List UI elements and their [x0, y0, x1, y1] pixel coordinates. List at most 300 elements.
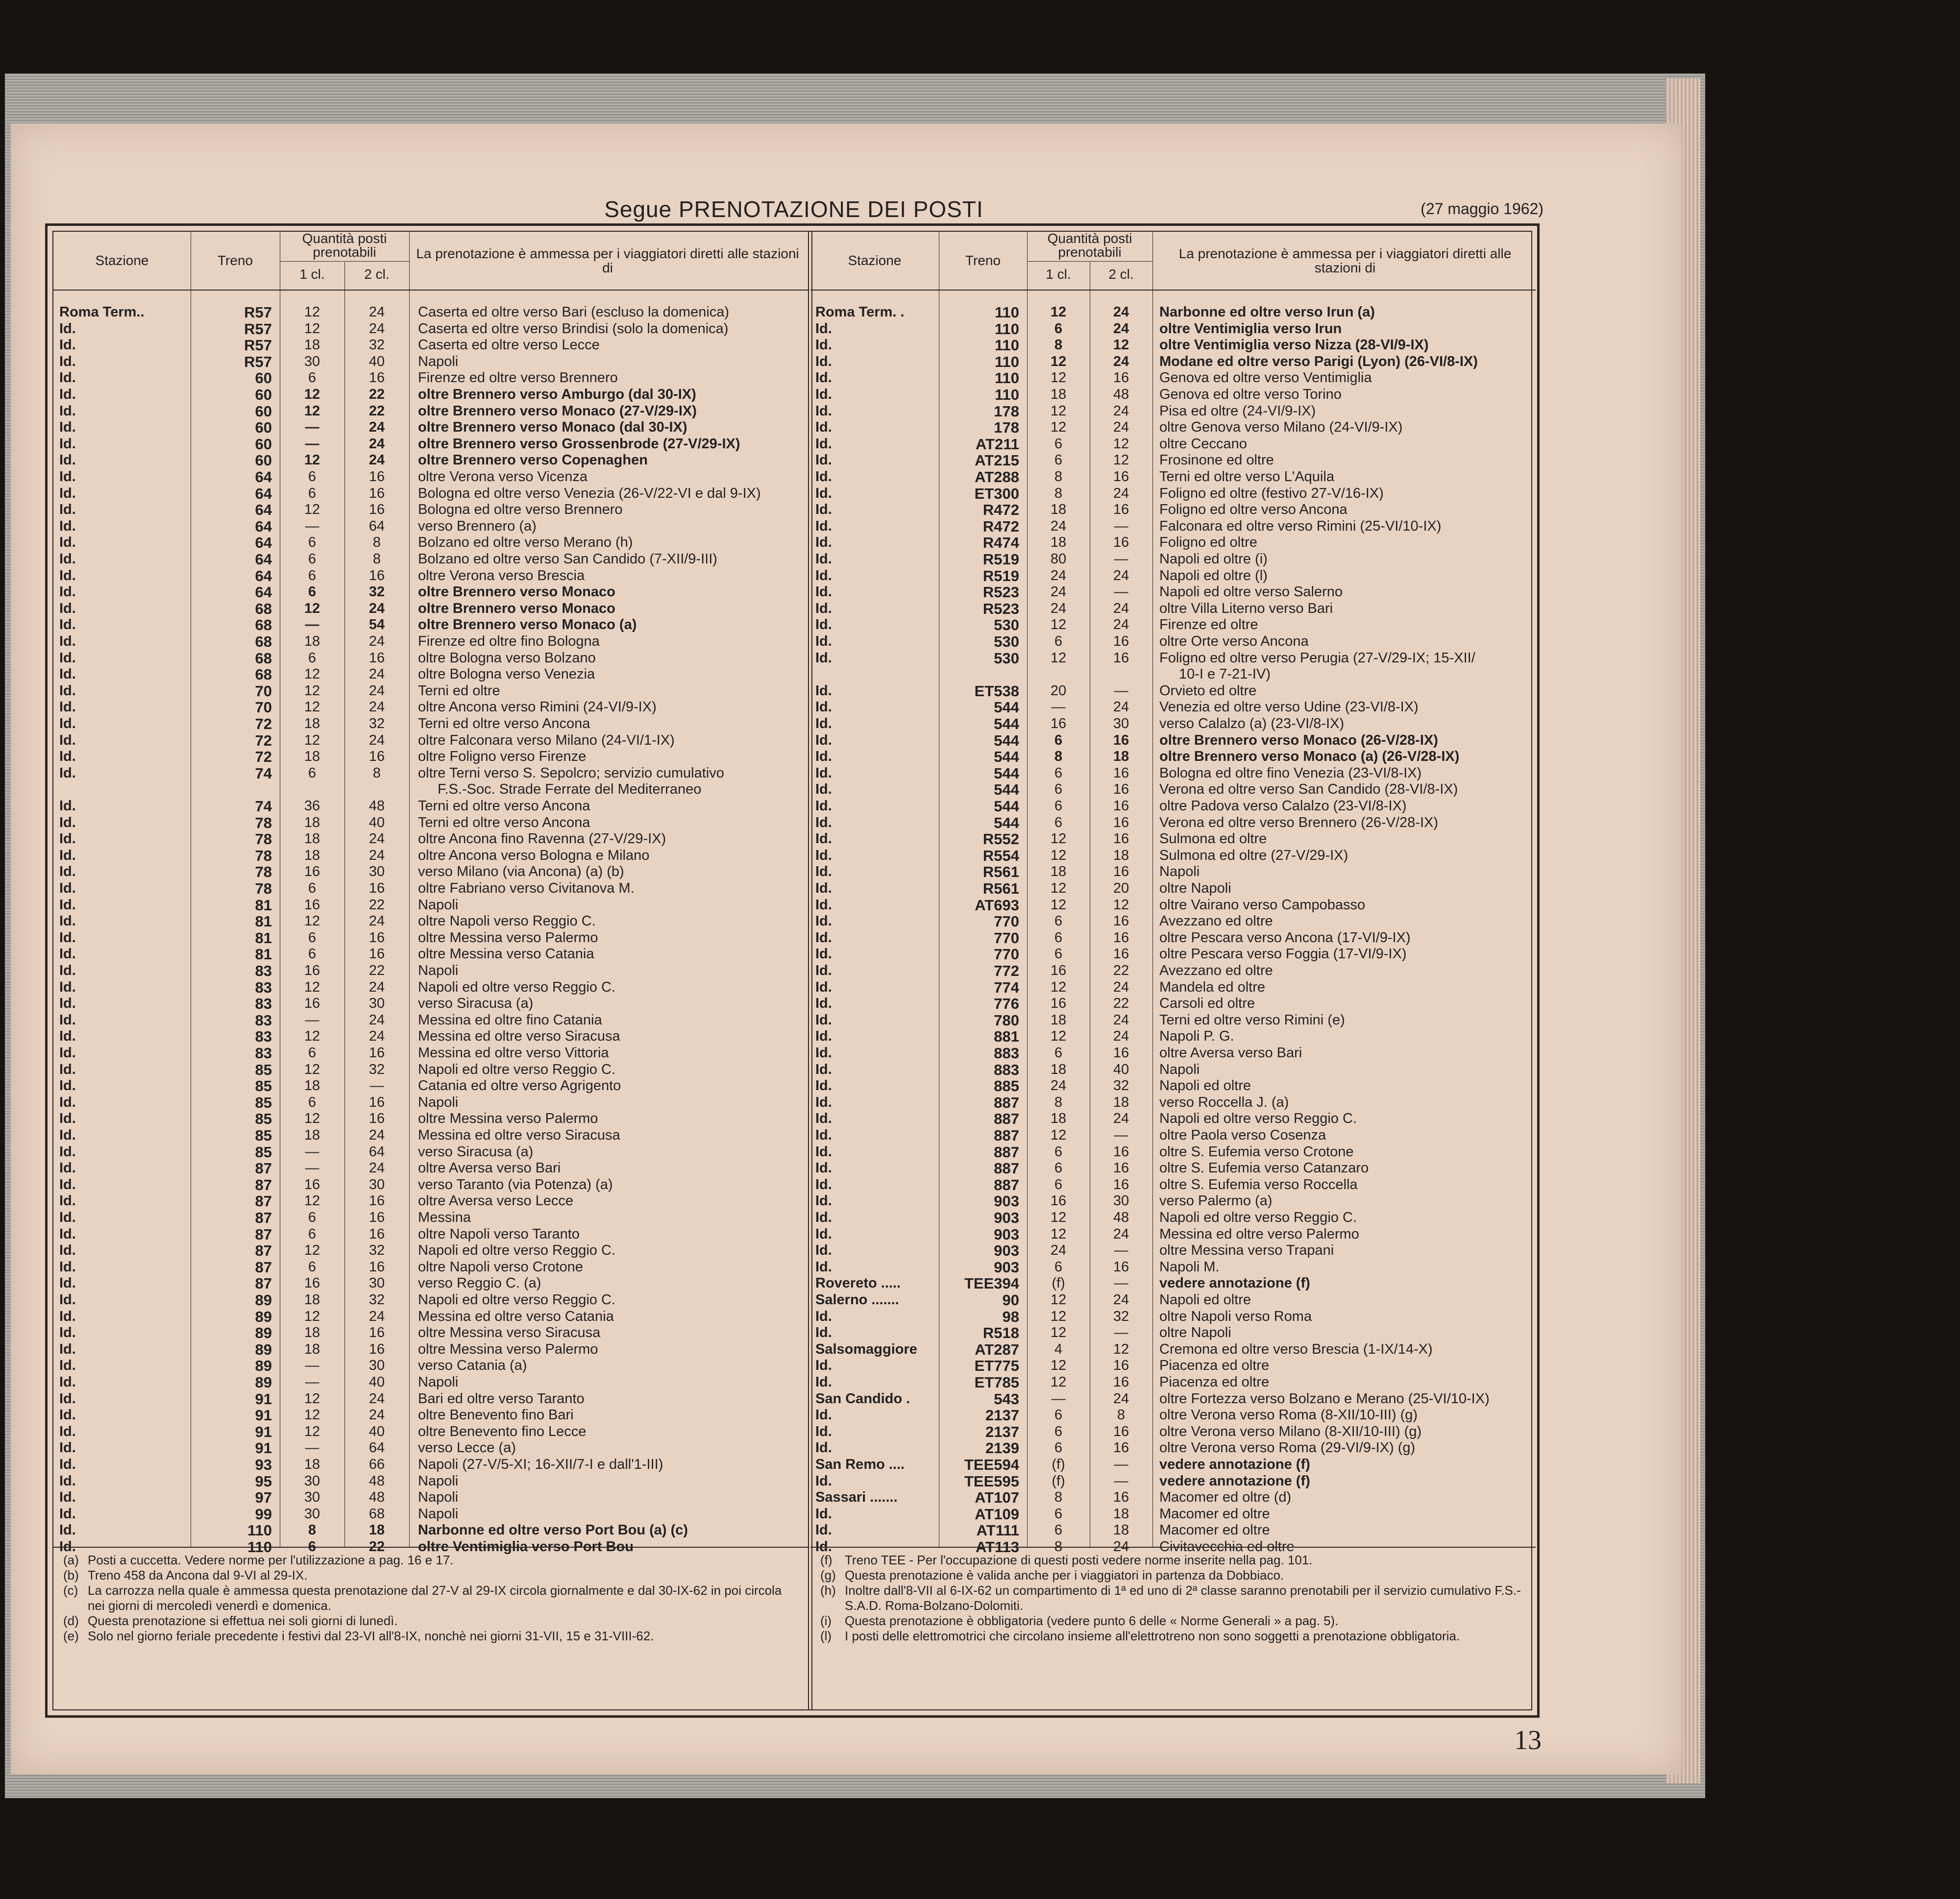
class2-cell: — — [1114, 1457, 1128, 1472]
destination-cell: verso Reggio C. (a) — [418, 1275, 541, 1291]
destination-cell: oltre Napoli — [1159, 1325, 1231, 1341]
class1-cell: 18 — [304, 847, 320, 863]
table-row — [810, 321, 1536, 338]
class1-cell: 12 — [1050, 617, 1067, 633]
station-cell: Id. — [815, 864, 832, 880]
footnote-text: Solo nel giorno feriale precedente i festivi dal 23-VI all'8-IX, nonchè nei giorni 31-VII, 15 e 31-VIII-62. — [88, 1629, 654, 1643]
destination-cell: oltre Paola verso Cosenza — [1159, 1127, 1326, 1143]
table-row — [810, 946, 1536, 963]
table-row — [810, 880, 1536, 897]
table-row — [53, 387, 808, 403]
table-row — [810, 1160, 1536, 1177]
destination-cell: Napoli M. — [1159, 1259, 1220, 1275]
station-cell: Id. — [59, 320, 76, 337]
class2-cell: 22 — [368, 387, 385, 402]
destination-cell: Carsoli ed oltre — [1159, 996, 1255, 1012]
class1-cell: 12 — [1050, 1292, 1067, 1308]
class1-cell: — — [305, 1358, 319, 1374]
class2-cell: 24 — [1113, 485, 1129, 501]
destination-cell: Napoli ed oltre (i) — [1159, 551, 1268, 567]
table-row — [53, 913, 808, 930]
station-cell: Id. — [815, 1308, 832, 1324]
table-row — [53, 1242, 808, 1259]
destination-cell: Terni ed oltre verso Ancona — [418, 798, 590, 814]
train-cell: R57 — [244, 353, 272, 370]
train-cell: 81 — [255, 913, 272, 930]
station-cell: Id. — [59, 1341, 76, 1357]
class2-cell: 24 — [1113, 320, 1129, 337]
class2-cell: 24 — [368, 699, 385, 715]
table-left-half — [53, 232, 808, 1709]
class2-cell: 30 — [1113, 1193, 1129, 1209]
train-cell: 110 — [994, 320, 1019, 338]
class1-cell: 6 — [1054, 452, 1063, 468]
station-cell: Id. — [815, 1539, 832, 1555]
station-cell: Id. — [815, 1127, 832, 1143]
table-row — [53, 815, 808, 831]
train-cell: ET538 — [974, 682, 1019, 700]
destination-cell: Bologna ed oltre fino Venezia (23-VI/8-IX) — [1159, 765, 1422, 781]
class1-cell: 16 — [304, 897, 320, 913]
station-cell: Id. — [59, 535, 76, 551]
train-cell: AT113 — [975, 1538, 1019, 1556]
table-row — [810, 1045, 1536, 1062]
table-row — [53, 1341, 808, 1358]
class2-cell: 22 — [368, 897, 385, 913]
train-cell: 72 — [255, 731, 272, 749]
train-cell: 903 — [994, 1258, 1019, 1276]
destination-cell: oltre Ventimiglia verso Port Bou — [418, 1539, 634, 1555]
train-cell: 776 — [994, 995, 1019, 1013]
destination-cell: vedere annotazione (f) — [1159, 1275, 1310, 1291]
train-cell: 89 — [255, 1374, 272, 1391]
train-cell: 83 — [255, 978, 272, 996]
class2-cell: 16 — [1113, 946, 1129, 962]
class1-cell: 6 — [308, 946, 317, 962]
table-row — [810, 1193, 1536, 1210]
class2-cell: 12 — [1113, 436, 1129, 452]
destination-cell: oltre Foligno verso Firenze — [418, 749, 587, 765]
footnote-text: Inoltre dall'8-VII al 6-IX-62 un compartimento di 1ª ed uno di 2ª classe saranno prenotabili per il servizio cumulativo F.S.-S.A.D. Roma-Bolzano-Dolomiti. — [845, 1583, 1521, 1613]
train-cell: 89 — [255, 1357, 272, 1375]
class2-cell: — — [369, 1078, 384, 1094]
station-cell: Rovereto ..... — [815, 1275, 901, 1291]
destination-cell: Catania ed oltre verso Agrigento — [418, 1078, 621, 1094]
class2-cell: 16 — [1113, 814, 1129, 830]
table-row — [53, 946, 808, 963]
class2-cell: 64 — [368, 1440, 385, 1456]
destination-cell: oltre Ancona fino Ravenna (27-V/29-IX) — [418, 831, 666, 847]
train-cell: 91 — [255, 1423, 272, 1440]
class2-cell: 68 — [368, 1506, 385, 1522]
class1-cell: 6 — [1054, 1522, 1063, 1538]
destination-cell: Piacenza ed oltre — [1159, 1358, 1270, 1374]
class2-cell: 20 — [1113, 880, 1129, 896]
class1-cell: 18 — [304, 1325, 320, 1341]
class1-cell: 6 — [1054, 913, 1063, 929]
destination-cell: Napoli ed oltre verso Reggio C. — [418, 1061, 615, 1077]
destination-cell: oltre Brennero verso Monaco (27-V/29-IX) — [418, 403, 697, 419]
class2-cell: 16 — [1113, 765, 1129, 781]
train-cell: TEE594 — [964, 1456, 1019, 1473]
class2-cell: 16 — [1113, 732, 1129, 748]
station-cell: Id. — [59, 650, 76, 666]
table-row — [810, 1374, 1536, 1391]
destination-cell: oltre Benevento fino Lecce — [418, 1423, 587, 1439]
train-cell: 68 — [255, 616, 272, 634]
class2-cell: 22 — [1113, 996, 1129, 1012]
class2-cell: 18 — [1113, 1506, 1129, 1522]
train-cell: 544 — [994, 798, 1019, 815]
train-cell: 110 — [994, 353, 1019, 370]
station-cell: Id. — [59, 1539, 76, 1555]
class1-cell: 12 — [1050, 1028, 1067, 1045]
class1-cell: 4 — [1054, 1341, 1063, 1357]
class2-cell: 24 — [368, 682, 385, 699]
footnote — [63, 1629, 798, 1644]
table-right-half — [810, 232, 1536, 1709]
class1-cell: 12 — [1050, 1226, 1067, 1242]
train-cell: 85 — [255, 1143, 272, 1161]
station-cell: Id. — [59, 1325, 76, 1341]
table-row — [53, 1210, 808, 1226]
class2-cell: — — [1114, 1127, 1128, 1143]
train-cell: 74 — [255, 798, 272, 815]
table-row — [810, 633, 1536, 650]
station-cell: Id. — [815, 1012, 832, 1028]
destination-cell: Napoli ed oltre verso Reggio C. — [418, 1292, 615, 1308]
destination-cell: Napoli (27-V/5-XI; 16-XII/7-I e dall'1-III) — [418, 1457, 663, 1472]
class1-cell: 6 — [308, 880, 317, 896]
class2-cell: 48 — [368, 798, 385, 814]
train-cell: 64 — [255, 485, 272, 502]
table-row — [53, 354, 808, 370]
class1-cell: 18 — [1050, 864, 1067, 880]
destination-cell: oltre S. Eufemia verso Crotone — [1159, 1144, 1354, 1160]
destination-cell: oltre S. Eufemia verso Catanzaro — [1159, 1160, 1369, 1176]
train-cell: 530 — [994, 649, 1019, 667]
class2-cell: 16 — [368, 567, 385, 584]
destination-cell: oltre S. Eufemia verso Roccella — [1159, 1176, 1358, 1193]
class1-cell: 6 — [1054, 633, 1063, 649]
destination-cell: oltre Verona verso Roma (8-XII/10-III) (g) — [1159, 1407, 1418, 1423]
destination-cell: Napoli ed oltre verso Reggio C. — [1159, 1111, 1357, 1127]
class2-cell: 24 — [1113, 567, 1129, 584]
class2-cell: 24 — [1113, 1028, 1129, 1045]
station-cell: Id. — [815, 1193, 832, 1209]
destination-cell: Napoli — [418, 1473, 459, 1489]
station-cell: Id. — [59, 1111, 76, 1127]
train-cell: 2137 — [985, 1423, 1019, 1440]
destination-cell: Caserta ed oltre verso Bari (escluso la domenica) — [418, 304, 730, 320]
class2-cell: 24 — [368, 1012, 385, 1028]
table-row — [810, 831, 1536, 848]
train-cell: 78 — [255, 830, 272, 848]
class2-cell: 16 — [368, 1325, 385, 1341]
table-row — [53, 403, 808, 420]
station-cell: Id. — [59, 1374, 76, 1390]
destination-cell: oltre Falconara verso Milano (24-VI/1-IX) — [418, 732, 675, 748]
class1-cell: 6 — [308, 567, 317, 584]
table-row — [810, 1424, 1536, 1440]
class1-cell: 12 — [304, 1423, 320, 1439]
destination-cell: Caserta ed oltre verso Brindisi (solo la domenica) — [418, 320, 729, 337]
train-cell: 60 — [255, 386, 272, 403]
class2-cell: 16 — [1113, 929, 1129, 946]
class1-cell: 12 — [1050, 1358, 1067, 1374]
class1-cell: — — [1051, 1390, 1066, 1407]
station-cell: Id. — [59, 485, 76, 501]
destination-cell: oltre Messina verso Palermo — [418, 929, 598, 946]
class2-cell: 24 — [1113, 600, 1129, 616]
station-cell: Id. — [815, 1210, 832, 1225]
class1-cell: 6 — [308, 370, 317, 386]
class2-cell: 16 — [368, 1045, 385, 1061]
class1-cell: 6 — [1054, 1259, 1063, 1275]
destination-cell: Messina ed oltre verso Siracusa — [418, 1127, 620, 1143]
reservation-table-frame — [45, 223, 1540, 1718]
station-cell: Id. — [815, 1111, 832, 1127]
destination-cell: Venezia ed oltre verso Udine (23-VI/8-IX) — [1159, 699, 1419, 715]
station-cell: Id. — [815, 320, 832, 337]
class1-cell: 6 — [1054, 436, 1063, 452]
table-row — [53, 502, 808, 518]
train-cell: ET785 — [974, 1374, 1019, 1391]
train-cell: 72 — [255, 715, 272, 732]
table-row — [53, 1062, 808, 1078]
class1-cell: 6 — [308, 1045, 317, 1061]
footnote-text: Questa prenotazione è valida anche per i viaggiatori in partenza da Dobbiaco. — [845, 1568, 1284, 1582]
table-row — [810, 1111, 1536, 1127]
train-cell: 544 — [994, 699, 1019, 716]
train-cell: R561 — [982, 863, 1019, 881]
station-cell: Id. — [59, 1028, 76, 1045]
table-row — [810, 930, 1536, 947]
train-cell: 85 — [255, 1077, 272, 1095]
class2-cell: 16 — [1113, 502, 1129, 518]
header-train: Treno — [965, 253, 1001, 268]
class1-cell: (f) — [1052, 1473, 1065, 1489]
class2-cell: 24 — [368, 732, 385, 748]
class2-cell: 16 — [1113, 370, 1129, 386]
train-cell: 89 — [255, 1324, 272, 1342]
class1-cell: 18 — [304, 1457, 320, 1472]
destination-cell: Avezzano ed oltre — [1159, 913, 1273, 929]
station-cell: Id. — [59, 1489, 76, 1506]
station-cell: Id. — [59, 518, 76, 534]
train-cell: 95 — [255, 1472, 272, 1490]
class2-cell: 24 — [1113, 353, 1129, 369]
station-cell: Id. — [815, 1160, 832, 1176]
station-cell: Id. — [815, 403, 832, 419]
class1-cell: 6 — [308, 1226, 317, 1242]
class2-cell: 12 — [1113, 337, 1129, 353]
station-cell: Id. — [815, 650, 832, 666]
train-cell: R57 — [244, 337, 272, 354]
station-cell: Id. — [59, 929, 76, 946]
class1-cell: 8 — [1054, 1539, 1063, 1555]
train-cell: 64 — [255, 517, 272, 535]
table-row — [53, 535, 808, 551]
footnotes-right — [820, 1553, 1526, 1704]
class1-cell: 12 — [304, 913, 320, 929]
header-class1: 1 cl. — [299, 267, 325, 282]
station-cell: Id. — [815, 600, 832, 616]
table-row — [810, 617, 1536, 633]
destination-cell: oltre Brennero verso Monaco — [418, 584, 615, 600]
class1-cell: 12 — [1050, 1308, 1067, 1324]
station-cell: Id. — [815, 1407, 832, 1423]
destination-cell: Messina ed oltre verso Catania — [418, 1308, 614, 1324]
class2-cell: 24 — [368, 1308, 385, 1324]
class1-cell: 8 — [1054, 485, 1063, 501]
train-cell: 97 — [255, 1489, 272, 1507]
class1-cell: 6 — [1054, 1160, 1063, 1176]
table-row — [810, 1391, 1536, 1408]
destination-cell: verso Siracusa (a) — [418, 1144, 534, 1160]
train-cell: 887 — [994, 1094, 1019, 1111]
table-row — [53, 1111, 808, 1127]
class2-cell: 22 — [368, 963, 385, 978]
station-cell: Id. — [815, 1358, 832, 1374]
table-row — [810, 765, 1536, 782]
train-cell: 85 — [255, 1061, 272, 1078]
table-row — [810, 387, 1536, 403]
destination-cell: oltre Fabriano verso Civitanova M. — [418, 880, 635, 896]
table-row — [53, 1028, 808, 1045]
train-cell: R57 — [244, 304, 272, 321]
train-cell: ET300 — [974, 485, 1019, 502]
class2-cell: 30 — [368, 1358, 385, 1374]
class2-cell: 64 — [368, 1144, 385, 1160]
class1-cell: 8 — [1054, 1094, 1063, 1110]
class1-cell: 6 — [1054, 1176, 1063, 1193]
class1-cell: 12 — [304, 1390, 320, 1407]
class1-cell: 18 — [1050, 1012, 1067, 1028]
class1-cell: (f) — [1052, 1457, 1065, 1472]
table-row — [810, 1325, 1536, 1341]
destination-cell: Foligno ed oltre (festivo 27-V/16-IX) — [1159, 485, 1384, 501]
table-row — [810, 1078, 1536, 1095]
class1-cell: 18 — [304, 337, 320, 353]
class2-cell: 24 — [368, 436, 385, 452]
train-cell: AT111 — [976, 1522, 1019, 1539]
station-cell: Id. — [59, 1275, 76, 1291]
train-cell: 530 — [994, 633, 1019, 650]
station-cell: Id. — [59, 666, 76, 682]
table-row — [810, 897, 1536, 914]
footnote-key: (d) — [63, 1613, 79, 1628]
train-cell: R552 — [982, 830, 1019, 848]
class1-cell: 12 — [304, 304, 320, 320]
station-cell: Id. — [815, 387, 832, 402]
table-row — [810, 913, 1536, 930]
class2-cell: 16 — [368, 946, 385, 962]
class2-cell: 24 — [1113, 304, 1129, 320]
class2-cell: 16 — [1113, 1489, 1129, 1506]
class1-cell: 16 — [1050, 996, 1067, 1012]
table-row — [810, 781, 1536, 798]
class2-cell: 16 — [1113, 633, 1129, 649]
table-row — [53, 1489, 808, 1506]
table-row — [810, 1210, 1536, 1226]
station-cell: Id. — [59, 1210, 76, 1225]
station-cell: San Candido . — [815, 1390, 910, 1407]
station-cell: Id. — [815, 436, 832, 452]
train-cell: AT107 — [975, 1489, 1019, 1507]
train-cell: 91 — [255, 1390, 272, 1408]
destination-cell: Foligno ed oltre — [1159, 535, 1257, 551]
class1-cell: 6 — [308, 650, 317, 666]
class1-cell: 6 — [1054, 1506, 1063, 1522]
station-cell: Id. — [59, 699, 76, 715]
station-cell: Id. — [815, 1506, 832, 1522]
class2-cell: 40 — [368, 1423, 385, 1439]
class2-cell: 16 — [1113, 1176, 1129, 1193]
class1-cell: 6 — [1054, 798, 1063, 814]
destination-cell: Napoli ed oltre verso Reggio C. — [1159, 1210, 1357, 1225]
train-cell: 81 — [255, 929, 272, 947]
class1-cell: — — [305, 617, 319, 633]
class2-cell: 32 — [368, 1242, 385, 1259]
table-row — [810, 716, 1536, 732]
destination-cell: Macomer ed oltre (d) — [1159, 1489, 1292, 1506]
train-cell: 110 — [994, 337, 1019, 354]
class1-cell: 30 — [304, 1506, 320, 1522]
destination-cell: oltre Brennero verso Monaco — [418, 600, 615, 616]
station-cell: Id. — [59, 1473, 76, 1489]
class2-cell: 48 — [368, 1473, 385, 1489]
station-cell: Id. — [59, 1127, 76, 1143]
train-cell: 780 — [994, 1011, 1019, 1029]
destination-cell: oltre Verona verso Brescia — [418, 567, 585, 584]
train-cell: 543 — [994, 1390, 1019, 1408]
class2-cell: 24 — [1113, 699, 1129, 715]
table-row — [810, 650, 1536, 667]
destination-cell: oltre Brennero verso Monaco (a) (26-V/28-IX) — [1159, 749, 1460, 765]
table-row — [53, 1259, 808, 1276]
station-cell: Id. — [59, 436, 76, 452]
class2-cell: 24 — [1113, 979, 1129, 995]
station-cell: Id. — [59, 1292, 76, 1308]
train-cell: 91 — [255, 1439, 272, 1457]
class1-cell: 6 — [1054, 320, 1063, 337]
station-cell: Id. — [59, 1193, 76, 1209]
train-cell: 887 — [994, 1176, 1019, 1193]
train-cell: 178 — [994, 419, 1019, 437]
station-cell: Id. — [815, 1423, 832, 1439]
class2-cell: 16 — [1113, 864, 1129, 880]
destination-cell: Napoli — [418, 963, 459, 978]
train-cell: 544 — [994, 814, 1019, 831]
station-cell: Id. — [815, 518, 832, 534]
table-row — [53, 1473, 808, 1490]
station-cell: Id. — [815, 1325, 832, 1341]
class1-cell: (f) — [1052, 1275, 1065, 1291]
table-row — [53, 452, 808, 469]
class1-cell: — — [1051, 699, 1066, 715]
table-row — [810, 1292, 1536, 1309]
footnote — [63, 1568, 798, 1583]
station-cell: Id. — [59, 979, 76, 995]
class2-cell: 16 — [368, 1193, 385, 1209]
train-cell: ET775 — [974, 1357, 1019, 1375]
table-row — [810, 518, 1536, 535]
class1-cell: 18 — [1050, 1111, 1067, 1127]
destination-cell: Messina ed oltre verso Palermo — [1159, 1226, 1359, 1242]
class2-cell: 64 — [368, 518, 385, 534]
station-cell: Id. — [815, 897, 832, 913]
